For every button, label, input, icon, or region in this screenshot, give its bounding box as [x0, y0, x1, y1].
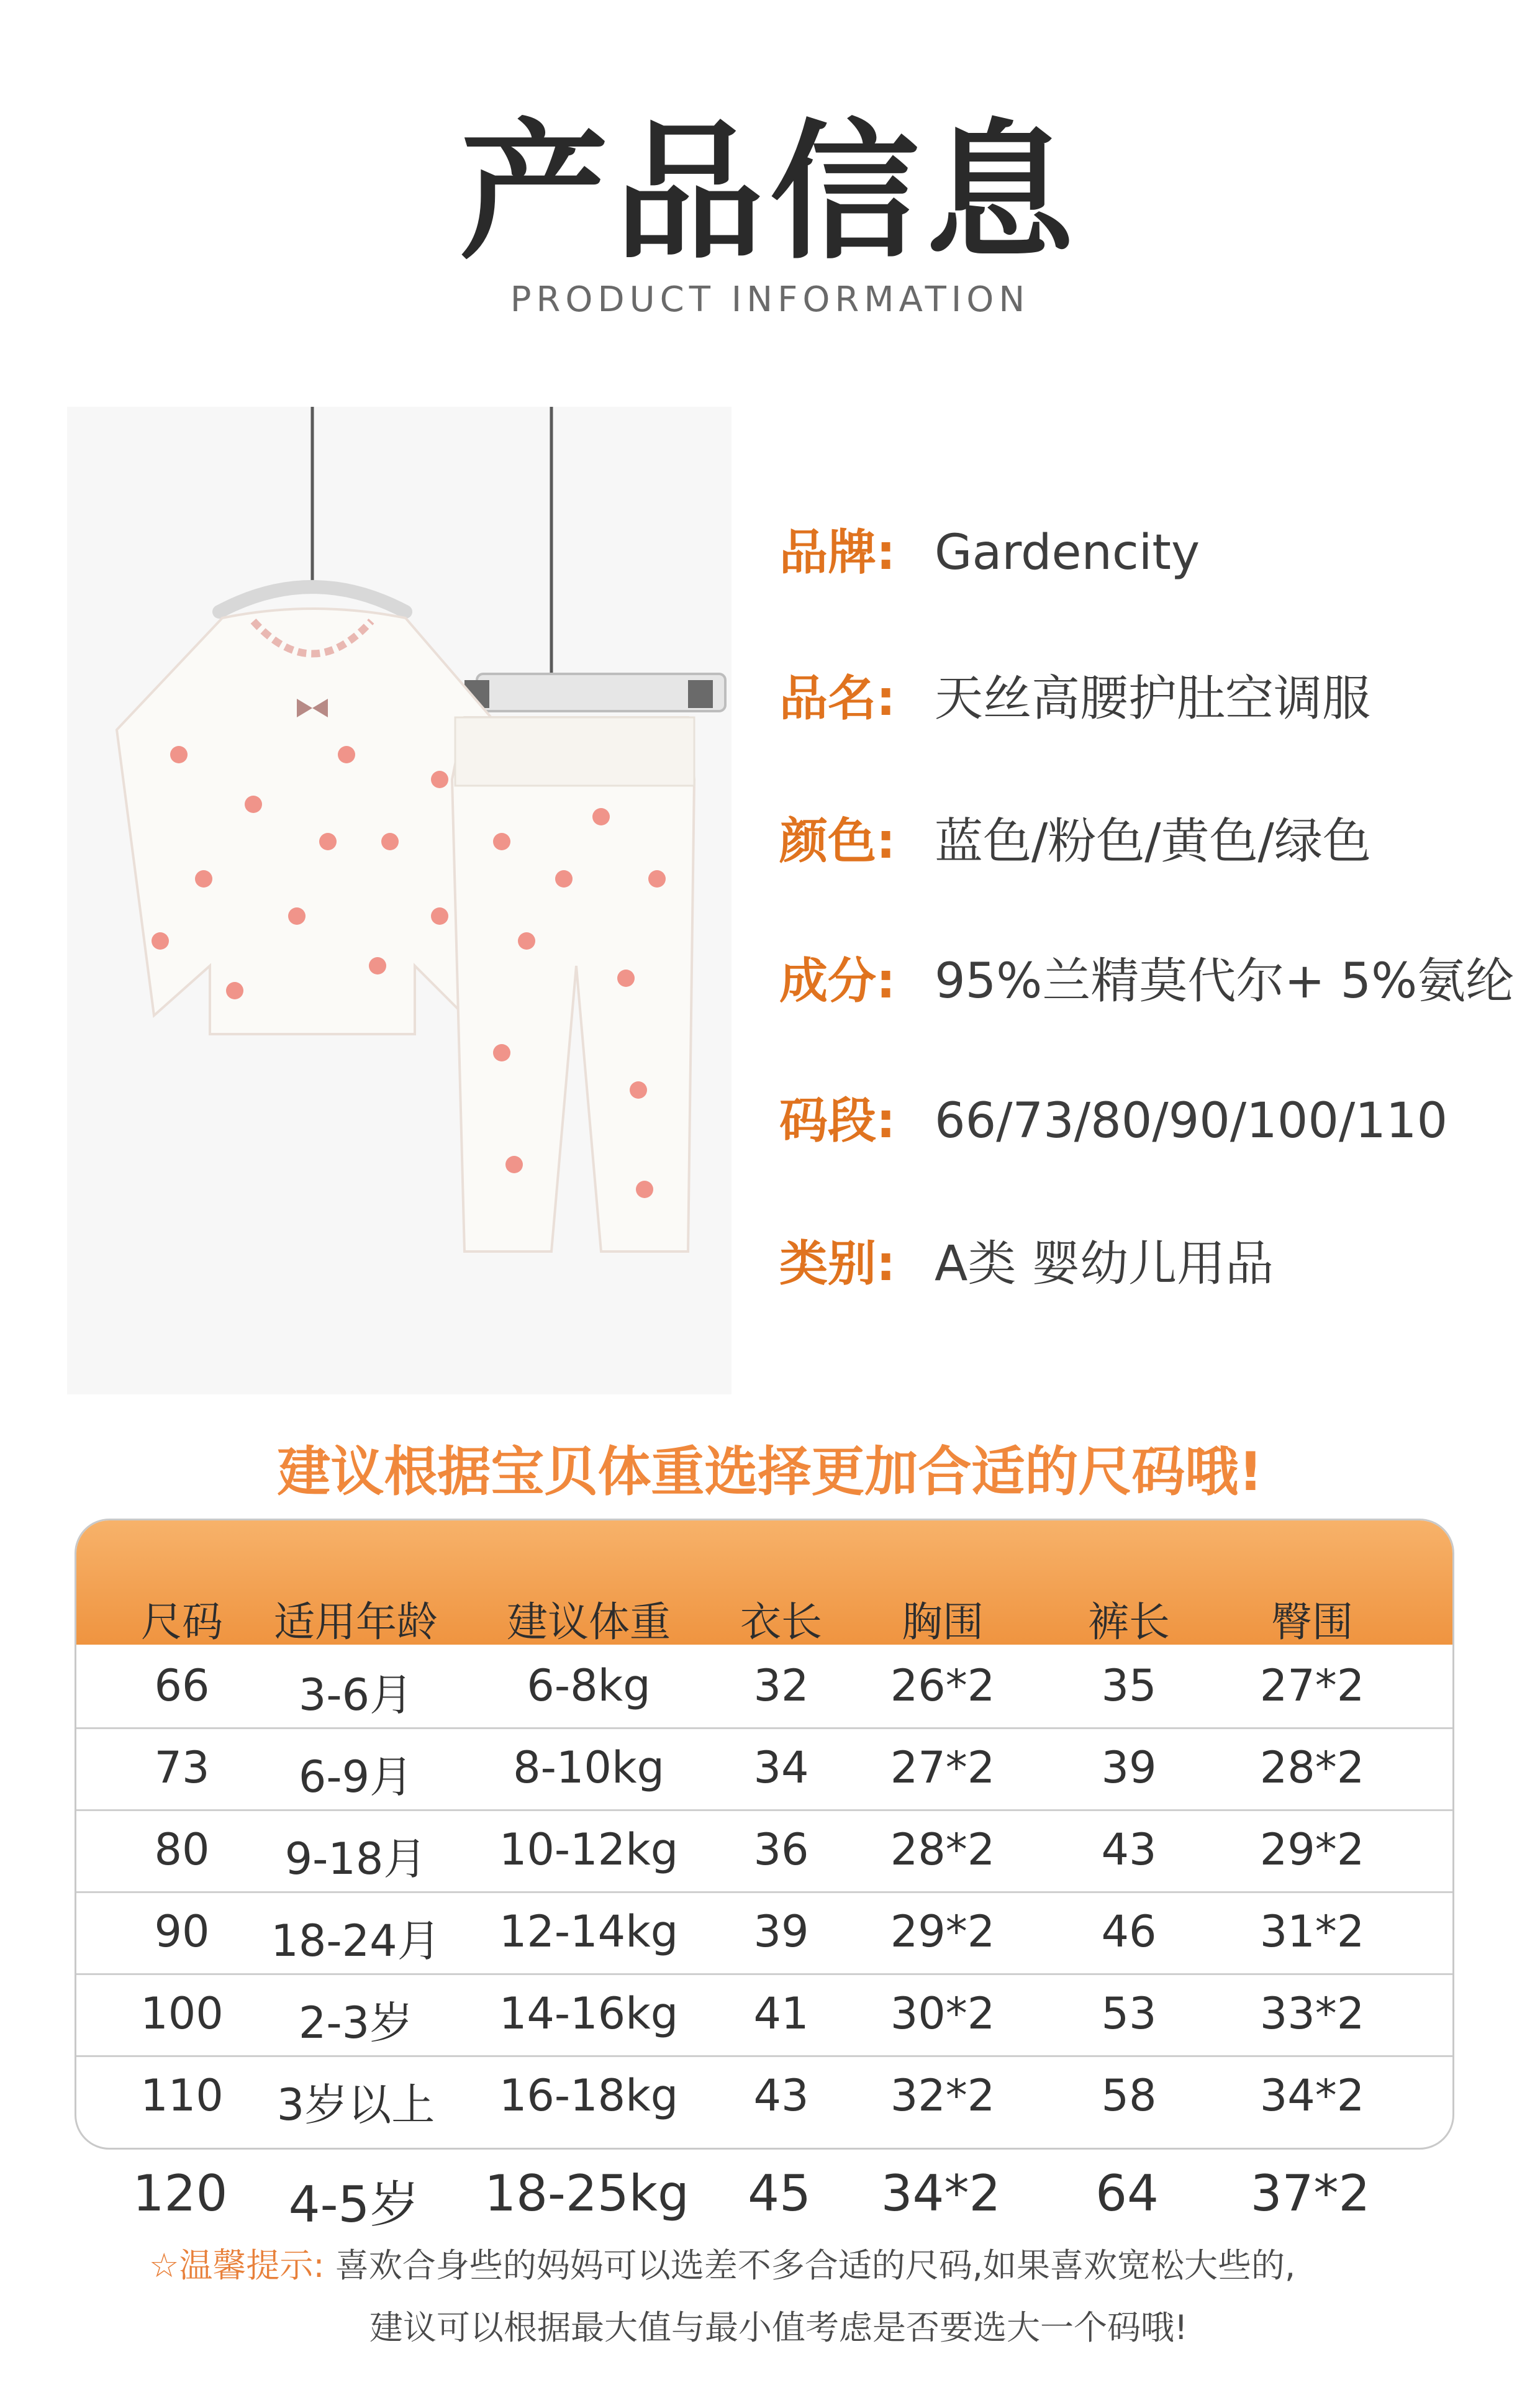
cell-hip: 31*2: [1259, 1906, 1365, 1957]
spec-product-name-value: 天丝高腰护肚空调服: [935, 671, 1371, 727]
cell-chest: 32*2: [890, 2070, 995, 2121]
spec-colors-value: 蓝色/粉色/黄色/绿色: [935, 814, 1371, 870]
cell-length: 41: [753, 1988, 809, 2039]
spec-colors: [779, 804, 1371, 879]
cell-hip: 29*2: [1259, 1824, 1365, 1875]
header-size: 尺码: [141, 1598, 223, 1646]
cell-age: 3岁以上: [276, 2079, 435, 2130]
cell-pants-length: 64: [1095, 2165, 1159, 2222]
cell-size: 100: [140, 1988, 224, 2039]
cell-size: 80: [154, 1824, 210, 1875]
spec-brand: [779, 516, 1200, 590]
tip-text-1: 喜欢合身些的妈妈可以选差不多合适的尺码,如果喜欢宽松大些的,: [335, 2246, 1296, 2285]
spec-category-value: A类 婴幼儿用品: [935, 1236, 1274, 1292]
spec-brand-key: 品牌:: [779, 525, 896, 581]
spec-brand-value: Gardencity: [935, 525, 1200, 581]
size-table: [75, 1519, 1454, 2150]
cell-pants-length: 39: [1101, 1742, 1157, 1793]
tip-text-2: 建议可以根据最大值与最小值考虑是否要选大一个码哦!: [369, 2308, 1188, 2347]
cell-pants-length: 43: [1101, 1824, 1157, 1875]
spec-sizes: [779, 1084, 1447, 1158]
cell-hip: 34*2: [1259, 2070, 1365, 2121]
row-divider: [76, 1809, 1452, 1811]
cell-length: 39: [753, 1906, 809, 1957]
page-subtitle: PRODUCT INFORMATION: [510, 279, 1030, 320]
cell-weight: 18-25kg: [484, 2165, 689, 2222]
cell-weight: 16-18kg: [499, 2070, 679, 2121]
spec-material-key: 成分:: [779, 953, 896, 1009]
header-weight: 建议体重: [507, 1598, 671, 1646]
cell-chest: 28*2: [890, 1824, 995, 1875]
spec-sizes-key: 码段:: [779, 1093, 896, 1149]
spec-product-name-key: 品名:: [779, 671, 896, 727]
cell-pants-length: 46: [1101, 1906, 1157, 1957]
cell-size: 90: [154, 1906, 210, 1957]
header-pants-length: 裤长: [1088, 1598, 1170, 1646]
cell-weight: 10-12kg: [499, 1824, 679, 1875]
cell-chest: 30*2: [890, 1988, 995, 2039]
cell-chest: 34*2: [881, 2165, 1001, 2222]
cell-pants-length: 58: [1101, 2070, 1157, 2121]
cell-hip: 27*2: [1259, 1660, 1365, 1711]
cell-chest: 29*2: [890, 1906, 995, 1957]
cell-hip: 37*2: [1250, 2165, 1370, 2222]
cell-size: 110: [140, 2070, 224, 2121]
cell-length: 32: [753, 1660, 809, 1711]
cell-length: 36: [753, 1824, 809, 1875]
header-hip: 臀围: [1271, 1598, 1353, 1646]
cell-weight: 6-8kg: [527, 1660, 651, 1711]
cell-age: 9-18月: [284, 1833, 427, 1884]
cell-weight: 8-10kg: [513, 1742, 664, 1793]
cell-chest: 26*2: [890, 1660, 995, 1711]
cell-length: 43: [753, 2070, 809, 2121]
spec-material: [779, 944, 1514, 1019]
spec-colors-key: 颜色:: [779, 814, 896, 870]
row-divider: [76, 1973, 1452, 1975]
header-age: 适用年龄: [274, 1598, 438, 1646]
tip-line-1: [149, 2239, 1295, 2287]
pajama-set-illustration: [67, 407, 732, 1394]
cell-pants-length: 53: [1101, 1988, 1157, 2039]
cell-size: 120: [132, 2165, 228, 2222]
spec-category-key: 类别:: [779, 1236, 896, 1292]
page-title: 产品信息: [459, 106, 1080, 279]
cell-age: 4-5岁: [288, 2176, 420, 2233]
size-advice-heading: 建议根据宝贝体重选择更加合适的尺码哦!: [277, 1441, 1263, 1503]
cell-size: 66: [154, 1660, 210, 1711]
cell-age: 6-9月: [298, 1751, 414, 1802]
cell-hip: 33*2: [1259, 1988, 1365, 2039]
cell-weight: 12-14kg: [499, 1906, 679, 1957]
spec-sizes-value: 66/73/80/90/100/110: [935, 1093, 1448, 1149]
size-table-header: [76, 1520, 1452, 1645]
tip-label: ☆温馨提示:: [149, 2246, 325, 2285]
cell-length: 45: [748, 2165, 811, 2222]
cell-chest: 27*2: [890, 1742, 995, 1793]
spec-product-name: [779, 661, 1370, 736]
row-divider: [76, 2055, 1452, 2057]
spec-material-value: 95%兰精莫代尔+ 5%氨纶: [935, 953, 1515, 1009]
cell-age: 2-3岁: [298, 1997, 414, 2048]
cell-size: 73: [154, 1742, 210, 1793]
cell-length: 34: [753, 1742, 809, 1793]
cell-weight: 14-16kg: [499, 1988, 679, 2039]
header-length: 衣长: [740, 1598, 822, 1646]
cell-age: 3-6月: [298, 1670, 414, 1720]
header-chest: 胸围: [902, 1598, 984, 1646]
row-divider: [76, 1891, 1452, 1893]
cell-age: 18-24月: [271, 1915, 441, 1966]
row-divider: [76, 1727, 1452, 1729]
product-photo: [67, 407, 732, 1394]
cell-hip: 28*2: [1259, 1742, 1365, 1793]
spec-category: [779, 1227, 1274, 1301]
cell-pants-length: 35: [1101, 1660, 1157, 1711]
